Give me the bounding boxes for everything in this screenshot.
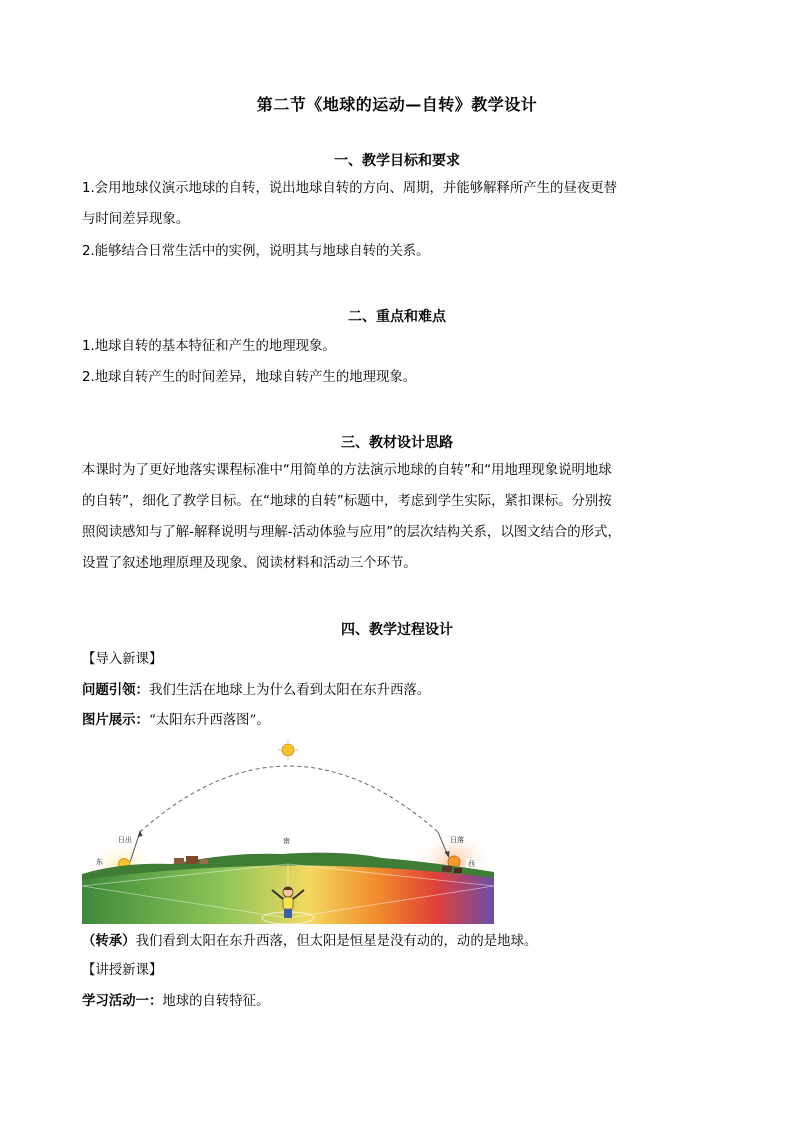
- intro-tag: 【导入新课】: [82, 652, 163, 667]
- section-heading-objectives: 一、教学目标和要求: [334, 153, 460, 169]
- activity-paragraph: [82, 986, 714, 1017]
- activity-label: 学习活动一：: [82, 993, 163, 1009]
- label-east: 东: [96, 858, 103, 866]
- design-idea-line-2: 的自转”，细化了教学目标。在“地球的自转”标题中，考虑到学生实际，紧扣课标。分别按: [82, 494, 612, 509]
- teach-tag: 【讲授新课】: [82, 963, 163, 978]
- transition-paragraph: [82, 926, 714, 957]
- key-point-2: 2.地球自转产生的时间差异，地球自转产生的地理现象。: [82, 370, 417, 385]
- noon-sun-icon: [278, 740, 298, 760]
- design-idea-line-3: 照阅读感知与了解-解释说明与理解-活动体验与应用”的层次结构关系，以图文结合的形式，: [82, 525, 621, 540]
- picture-text: “太阳东升西落图”。: [148, 713, 270, 728]
- question-text: 我们生活在地球上为什么看到太阳在东升西落。: [148, 683, 431, 698]
- transition-text: 我们看到太阳在东升西落，但太阳是恒星是没有动的，动的是地球。: [135, 934, 538, 949]
- sunrise-sunset-figure: [82, 740, 494, 924]
- section-heading-process: 四、教学过程设计: [341, 622, 453, 638]
- transition-label: （转承）: [82, 933, 136, 949]
- design-idea-line-1: 本课时为了更好地落实课程标准中“用简单的方法演示地球的自转”和“用地理现象说明地球: [82, 463, 612, 478]
- document-title: 第二节《地球的运动—自转》教学设计: [256, 95, 538, 114]
- label-sunrise: 日出: [118, 836, 132, 844]
- sun-path-arc: [140, 766, 438, 832]
- activity-text: 地球的自转特征。: [162, 994, 270, 1009]
- objective-1-line-2: 与时间差异现象。: [82, 212, 190, 227]
- question-label: 问题引领：: [82, 682, 149, 698]
- section-heading-design-idea: 三、教材设计思路: [341, 435, 453, 451]
- picture-label: 图片展示：: [82, 712, 149, 728]
- label-sunset: 日落: [450, 836, 464, 844]
- picture-paragraph: [82, 705, 714, 736]
- objective-2: 2.能够结合日常生活中的实例，说明其与地球自转的关系。: [82, 244, 430, 259]
- section-heading-key-points: 二、重点和难点: [348, 309, 446, 325]
- design-idea-line-4: 设置了叙述地理原理及现象、阅读材料和活动三个环节。: [82, 556, 417, 571]
- key-point-1: 1.地球自转的基本特征和产生的地理现象。: [82, 339, 336, 354]
- objective-1-line-1: 1.会用地球仪演示地球的自转，说出地球自转的方向、周期，并能够解释所产生的昼夜更替: [82, 181, 618, 196]
- label-west: 西: [468, 860, 475, 868]
- question-paragraph: [82, 675, 714, 706]
- label-south: 南: [283, 837, 290, 845]
